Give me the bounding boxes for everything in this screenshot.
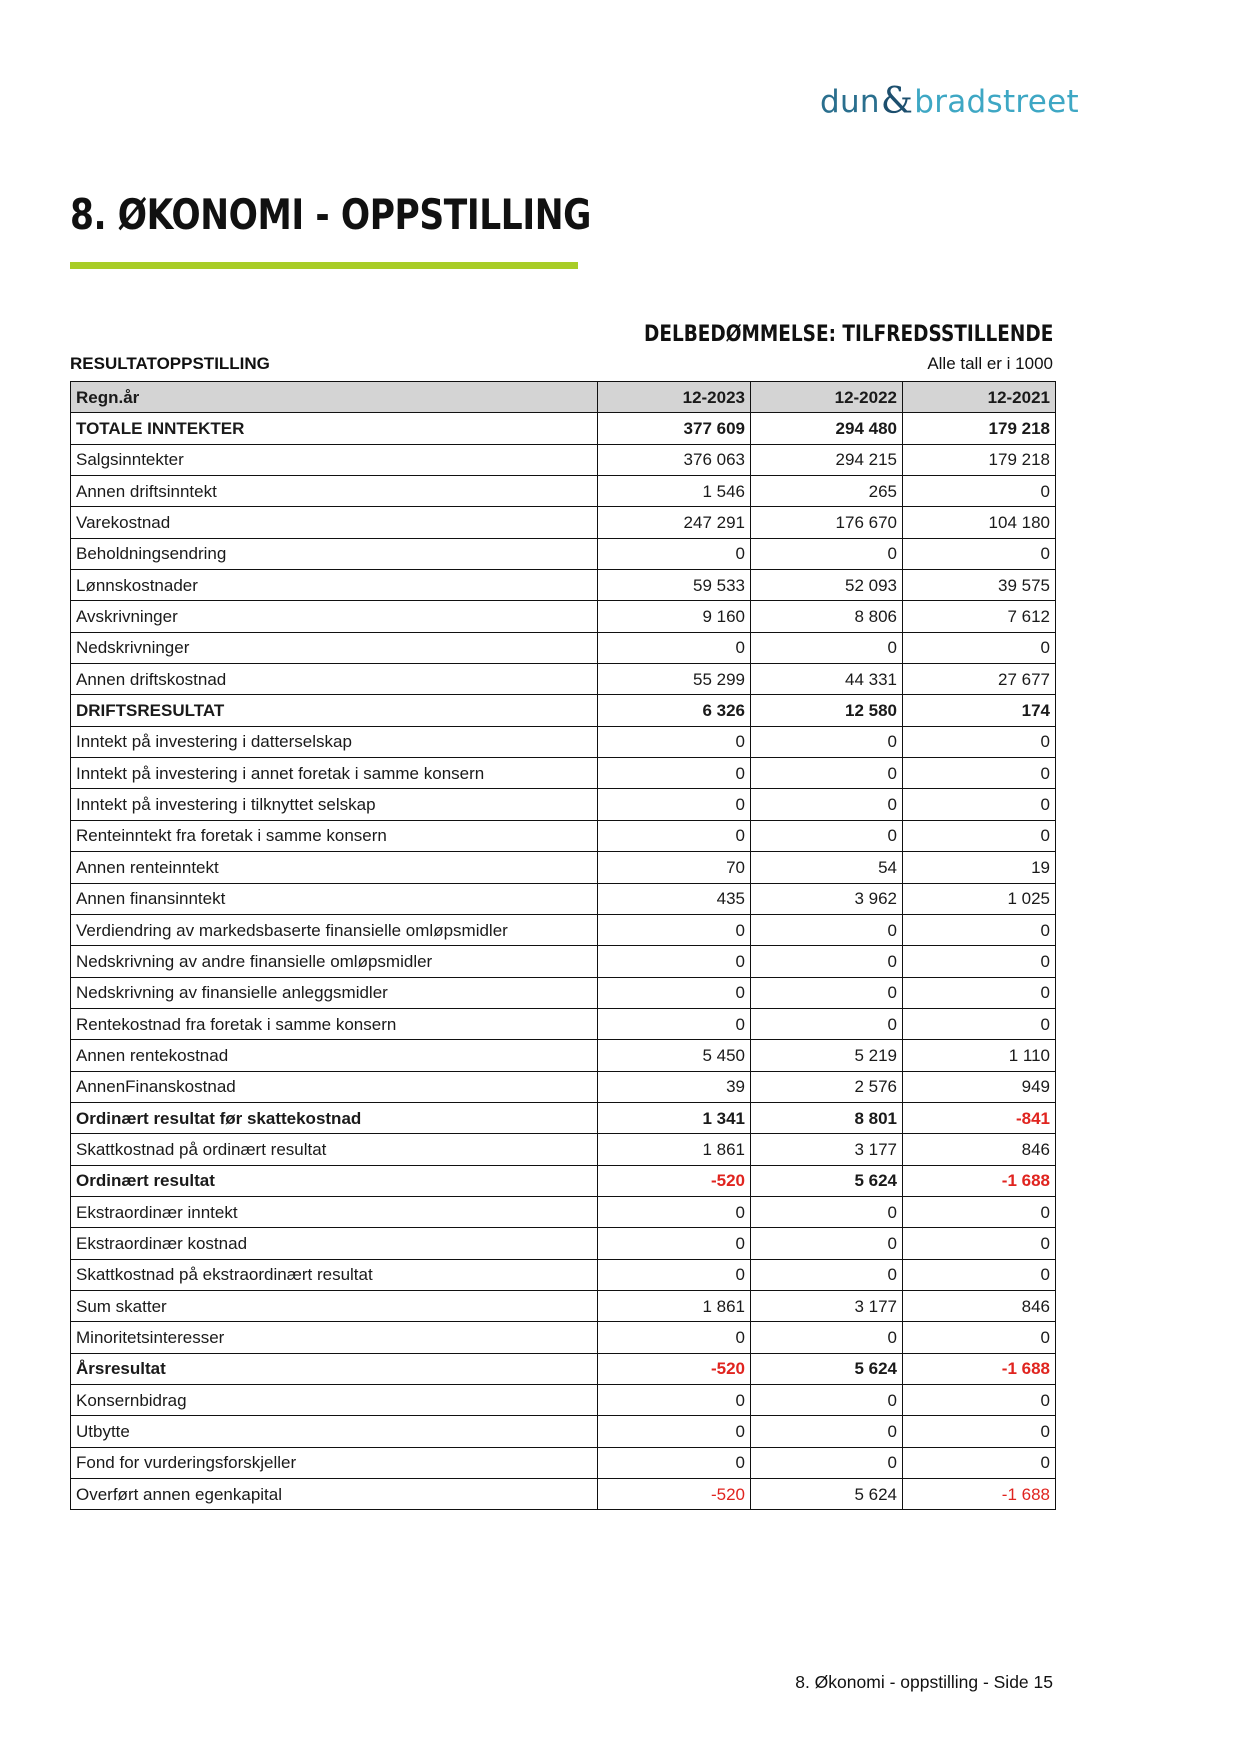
- row-value: 0: [903, 914, 1056, 945]
- row-value: 1 025: [903, 883, 1056, 914]
- table-row: [71, 977, 1056, 1008]
- row-value: 104 180: [903, 507, 1056, 538]
- row-value: 0: [598, 538, 751, 569]
- row-label: Inntekt på investering i annet foretak i samme konsern: [71, 758, 598, 789]
- row-value: 176 670: [751, 507, 903, 538]
- row-value: 0: [903, 538, 1056, 569]
- row-value: 0: [598, 632, 751, 663]
- row-value: 0: [903, 758, 1056, 789]
- row-value: 2 576: [751, 1071, 903, 1102]
- row-value: 0: [598, 1008, 751, 1039]
- row-value: 0: [751, 758, 903, 789]
- row-value: 0: [751, 1259, 903, 1290]
- row-value: -520: [598, 1353, 751, 1384]
- row-value: 174: [903, 695, 1056, 726]
- row-value: 55 299: [598, 664, 751, 695]
- row-value: 0: [598, 1196, 751, 1227]
- row-value: 0: [598, 820, 751, 851]
- table-row: [71, 852, 1056, 883]
- row-value: 0: [598, 1416, 751, 1447]
- row-value: 1 110: [903, 1040, 1056, 1071]
- row-value: 0: [751, 789, 903, 820]
- table-row: [71, 1008, 1056, 1039]
- page-title: 8. ØKONOMI - OPPSTILLING: [70, 190, 592, 239]
- row-value: 0: [903, 1447, 1056, 1478]
- row-value: 0: [598, 758, 751, 789]
- row-label: TOTALE INNTEKTER: [71, 413, 598, 444]
- table-row: [71, 914, 1056, 945]
- row-value: 5 219: [751, 1040, 903, 1071]
- row-label: Annen rentekostnad: [71, 1040, 598, 1071]
- row-value: -520: [598, 1165, 751, 1196]
- row-value: 0: [903, 1008, 1056, 1039]
- logo-text-bradstreet: bradstreet: [914, 84, 1080, 120]
- row-value: 3 962: [751, 883, 903, 914]
- row-value: 0: [751, 820, 903, 851]
- row-value: 376 063: [598, 444, 751, 475]
- row-value: 0: [903, 820, 1056, 851]
- row-value: 0: [903, 1228, 1056, 1259]
- table-row: [71, 1479, 1056, 1510]
- row-value: 0: [751, 726, 903, 757]
- row-label: Skattkostnad på ekstraordinært resultat: [71, 1259, 598, 1290]
- table-row: [71, 444, 1056, 475]
- table-row: [71, 726, 1056, 757]
- row-value: 12 580: [751, 695, 903, 726]
- row-label: Annen driftsinntekt: [71, 476, 598, 507]
- row-value: 0: [598, 726, 751, 757]
- section-label: RESULTATOPPSTILLING: [70, 354, 270, 373]
- row-value: 52 093: [751, 570, 903, 601]
- dun-bradstreet-logo: [820, 80, 1079, 124]
- table-row: [71, 758, 1056, 789]
- row-label: DRIFTSRESULTAT: [71, 695, 598, 726]
- row-value: -520: [598, 1479, 751, 1510]
- header-year-2023: 12-2023: [598, 382, 751, 413]
- table-row: [71, 1259, 1056, 1290]
- row-value: 949: [903, 1071, 1056, 1102]
- table-row: [71, 570, 1056, 601]
- row-label: Inntekt på investering i tilknyttet selskap: [71, 789, 598, 820]
- page-footer: 8. Økonomi - oppstilling - Side 15: [795, 1672, 1053, 1692]
- row-value: 54: [751, 852, 903, 883]
- row-value: 0: [903, 726, 1056, 757]
- row-label: Konsernbidrag: [71, 1385, 598, 1416]
- table-row: [71, 664, 1056, 695]
- row-value: 435: [598, 883, 751, 914]
- row-value: 247 291: [598, 507, 751, 538]
- row-value: 3 177: [751, 1134, 903, 1165]
- table-row: [71, 1165, 1056, 1196]
- row-value: 1 861: [598, 1134, 751, 1165]
- row-label: Varekostnad: [71, 507, 598, 538]
- table-row: [71, 476, 1056, 507]
- table-row: [71, 789, 1056, 820]
- row-value: 846: [903, 1134, 1056, 1165]
- row-value: 0: [598, 1385, 751, 1416]
- row-label: Ordinært resultat: [71, 1165, 598, 1196]
- row-value: 59 533: [598, 570, 751, 601]
- row-value: 5 624: [751, 1479, 903, 1510]
- rating-heading: DELBEDØMMELSE: TILFREDSSTILLENDE: [643, 322, 1053, 347]
- row-value: 0: [751, 538, 903, 569]
- row-value: 0: [598, 1228, 751, 1259]
- table-row: [71, 695, 1056, 726]
- row-label: Skattkostnad på ordinært resultat: [71, 1134, 598, 1165]
- row-value: 0: [598, 1322, 751, 1353]
- row-value: -1 688: [903, 1479, 1056, 1510]
- unit-note: Alle tall er i 1000: [927, 354, 1053, 373]
- row-value: 0: [903, 946, 1056, 977]
- row-value: 19: [903, 852, 1056, 883]
- row-value: -1 688: [903, 1165, 1056, 1196]
- table-header-row: [71, 382, 1056, 413]
- row-value: 0: [751, 1196, 903, 1227]
- row-value: 0: [903, 1385, 1056, 1416]
- row-value: 3 177: [751, 1290, 903, 1321]
- row-label: Nedskrivning av finansielle anleggsmidler: [71, 977, 598, 1008]
- row-label: Sum skatter: [71, 1290, 598, 1321]
- row-value: 0: [751, 1416, 903, 1447]
- header-year-2021: 12-2021: [903, 382, 1056, 413]
- title-underline: [70, 262, 578, 269]
- row-label: Renteinntekt fra foretak i samme konsern: [71, 820, 598, 851]
- table-row: [71, 1290, 1056, 1321]
- row-label: Annen finansinntekt: [71, 883, 598, 914]
- row-label: Minoritetsinteresser: [71, 1322, 598, 1353]
- table-row: [71, 1071, 1056, 1102]
- row-label: Ekstraordinær inntekt: [71, 1196, 598, 1227]
- row-label: Ekstraordinær kostnad: [71, 1228, 598, 1259]
- row-value: 0: [751, 977, 903, 1008]
- table-row: [71, 1447, 1056, 1478]
- row-value: 7 612: [903, 601, 1056, 632]
- row-value: 6 326: [598, 695, 751, 726]
- row-value: 0: [598, 1259, 751, 1290]
- row-label: Årsresultat: [71, 1353, 598, 1384]
- logo-text-dun: dun: [820, 84, 880, 120]
- table-row: [71, 1385, 1056, 1416]
- row-value: 0: [598, 1447, 751, 1478]
- row-label: Avskrivninger: [71, 601, 598, 632]
- row-value: 179 218: [903, 413, 1056, 444]
- table-row: [71, 1040, 1056, 1071]
- row-label: Salgsinntekter: [71, 444, 598, 475]
- row-value: 377 609: [598, 413, 751, 444]
- row-value: 0: [598, 789, 751, 820]
- row-value: 0: [903, 476, 1056, 507]
- row-value: 0: [903, 1322, 1056, 1353]
- row-label: Rentekostnad fra foretak i samme konsern: [71, 1008, 598, 1039]
- row-value: 0: [903, 977, 1056, 1008]
- row-value: 39: [598, 1071, 751, 1102]
- row-value: 0: [751, 1322, 903, 1353]
- table-row: [71, 1416, 1056, 1447]
- table-row: [71, 538, 1056, 569]
- row-value: 294 480: [751, 413, 903, 444]
- row-value: 0: [751, 1228, 903, 1259]
- row-value: 1 341: [598, 1102, 751, 1133]
- row-value: 44 331: [751, 664, 903, 695]
- table-row: [71, 1196, 1056, 1227]
- row-value: 294 215: [751, 444, 903, 475]
- row-value: 5 624: [751, 1353, 903, 1384]
- row-value: 0: [751, 914, 903, 945]
- table-row: [71, 601, 1056, 632]
- row-value: 0: [903, 1196, 1056, 1227]
- row-label: Utbytte: [71, 1416, 598, 1447]
- row-label: Ordinært resultat før skattekostnad: [71, 1102, 598, 1133]
- row-value: 0: [751, 1447, 903, 1478]
- table-row: [71, 413, 1056, 444]
- row-value: 846: [903, 1290, 1056, 1321]
- row-value: 0: [751, 946, 903, 977]
- table-row: [71, 1228, 1056, 1259]
- row-value: 1 861: [598, 1290, 751, 1321]
- header-year-2022: 12-2022: [751, 382, 903, 413]
- row-label: Inntekt på investering i datterselskap: [71, 726, 598, 757]
- row-label: Nedskrivning av andre finansielle omløpsmidler: [71, 946, 598, 977]
- row-value: -1 688: [903, 1353, 1056, 1384]
- row-value: 1 546: [598, 476, 751, 507]
- row-value: 0: [751, 632, 903, 663]
- row-label: Lønnskostnader: [71, 570, 598, 601]
- row-value: 0: [751, 1385, 903, 1416]
- row-value: 8 806: [751, 601, 903, 632]
- table-row: [71, 946, 1056, 977]
- row-label: Nedskrivninger: [71, 632, 598, 663]
- logo-ampersand: &: [880, 81, 914, 122]
- table-body: [71, 413, 1056, 1510]
- row-value: 0: [598, 946, 751, 977]
- row-value: 179 218: [903, 444, 1056, 475]
- header-regnar: Regn.år: [71, 382, 598, 413]
- row-value: 265: [751, 476, 903, 507]
- row-label: Annen renteinntekt: [71, 852, 598, 883]
- row-value: 0: [903, 1416, 1056, 1447]
- row-label: Overført annen egenkapital: [71, 1479, 598, 1510]
- table-row: [71, 1134, 1056, 1165]
- table-row: [71, 632, 1056, 663]
- table-row: [71, 1102, 1056, 1133]
- income-statement-table: [70, 381, 1056, 1510]
- row-value: 0: [903, 632, 1056, 663]
- row-label: AnnenFinanskostnad: [71, 1071, 598, 1102]
- row-value: 39 575: [903, 570, 1056, 601]
- row-label: Beholdningsendring: [71, 538, 598, 569]
- row-label: Fond for vurderingsforskjeller: [71, 1447, 598, 1478]
- row-value: 27 677: [903, 664, 1056, 695]
- row-label: Verdiendring av markedsbaserte finansielle omløpsmidler: [71, 914, 598, 945]
- row-value: 0: [751, 1008, 903, 1039]
- table-row: [71, 820, 1056, 851]
- row-value: 8 801: [751, 1102, 903, 1133]
- row-value: 0: [598, 914, 751, 945]
- table-row: [71, 507, 1056, 538]
- row-value: 70: [598, 852, 751, 883]
- table-row: [71, 1353, 1056, 1384]
- row-value: 5 624: [751, 1165, 903, 1196]
- table-row: [71, 883, 1056, 914]
- row-value: 0: [903, 789, 1056, 820]
- row-value: -841: [903, 1102, 1056, 1133]
- row-value: 5 450: [598, 1040, 751, 1071]
- row-value: 9 160: [598, 601, 751, 632]
- row-label: Annen driftskostnad: [71, 664, 598, 695]
- row-value: 0: [598, 977, 751, 1008]
- table-row: [71, 1322, 1056, 1353]
- row-value: 0: [903, 1259, 1056, 1290]
